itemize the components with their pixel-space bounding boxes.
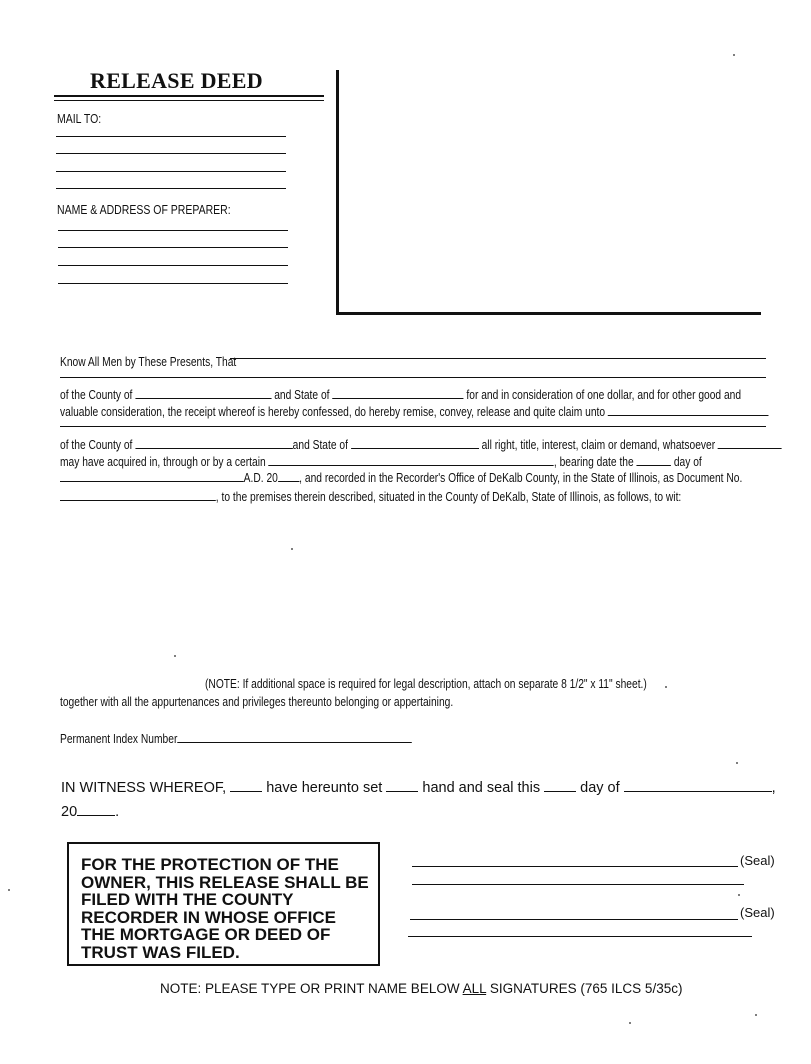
witness-line: IN WITNESS WHEREOF, have hereunto set hand and seal this day of , — [61, 780, 776, 796]
preparer-line[interactable] — [58, 283, 288, 284]
scan-speck — [8, 889, 10, 891]
grantor-line-2[interactable] — [60, 377, 766, 378]
scan-speck — [174, 655, 176, 657]
scan-speck — [755, 1014, 757, 1016]
mail-to-line[interactable] — [56, 188, 286, 189]
protection-notice-text: FOR THE PROTECTION OF THE OWNER, THIS RELEASE SHALL BE FILED WITH THE COUNTY RECORDER IN WHOSE OFFICE THE MORTGAGE OR DEED OF TRUST WAS FILED. — [81, 855, 369, 962]
signature-line[interactable] — [410, 919, 738, 920]
title-double-rule — [54, 95, 324, 101]
preparer-label: NAME & ADDRESS OF PREPARER: — [57, 203, 231, 217]
permanent-index-number: Permanent Index Number — [60, 731, 412, 746]
mail-to-line[interactable] — [56, 171, 286, 172]
county-state-1: of the County of and State of for and in consideration of one dollar, and for other good and — [60, 388, 742, 402]
preparer-line[interactable] — [58, 230, 288, 231]
document-title: RELEASE DEED — [90, 68, 263, 93]
grantor-line[interactable] — [230, 358, 766, 359]
mail-to-label: MAIL TO: — [57, 112, 102, 126]
printed-name-line[interactable] — [412, 884, 744, 885]
scan-speck — [733, 54, 735, 56]
premises-line: , to the premises therein described, situated in the County of DeKalb, State of Illinois, as follows, to wit: — [60, 489, 681, 504]
mail-to-line[interactable] — [56, 136, 286, 137]
scan-speck — [291, 548, 293, 550]
recorder-box — [336, 70, 761, 315]
scan-speck — [665, 686, 667, 688]
grantee-line[interactable] — [60, 426, 766, 427]
seal-label: (Seal) — [740, 905, 775, 920]
know-all-men-text: Know All Men by These Presents, That — [60, 355, 237, 369]
appurtenances-text: together with all the appurtenances and privileges thereunto belonging or appertaining. — [60, 695, 454, 709]
scan-speck — [629, 1022, 631, 1024]
protection-notice-box — [67, 842, 380, 966]
signature-note: NOTE: PLEASE TYPE OR PRINT NAME BELOW ALL SIGNATURES (765 ILCS 5/35c) — [160, 981, 683, 996]
recorded-line: A.D. 20 , and recorded in the Recorder's Office of DeKalb County, in the State of Illinois, as Document No. — [60, 470, 742, 485]
signature-line[interactable] — [412, 866, 738, 867]
may-have-acquired: may have acquired in, through or by a certain , bearing date the day of — [60, 455, 702, 469]
legal-description-note: (NOTE: If additional space is required for legal description, attach on separate 8 1/2" x 11" sheet.) — [205, 677, 647, 691]
preparer-line[interactable] — [58, 247, 288, 248]
witness-year: 20 . — [61, 804, 120, 820]
printed-name-line[interactable] — [408, 936, 752, 937]
mail-to-line[interactable] — [56, 153, 286, 154]
seal-label: (Seal) — [740, 853, 775, 868]
scan-speck — [738, 894, 740, 896]
valuable-consideration: valuable consideration, the receipt whereof is hereby confessed, do hereby remise, convey, release and quite claim unto — [60, 404, 769, 419]
county-state-2: of the County of and State of all right, title, interest, claim or demand, whatsoever — [60, 437, 782, 452]
preparer-line[interactable] — [58, 265, 288, 266]
scan-speck — [736, 762, 738, 764]
